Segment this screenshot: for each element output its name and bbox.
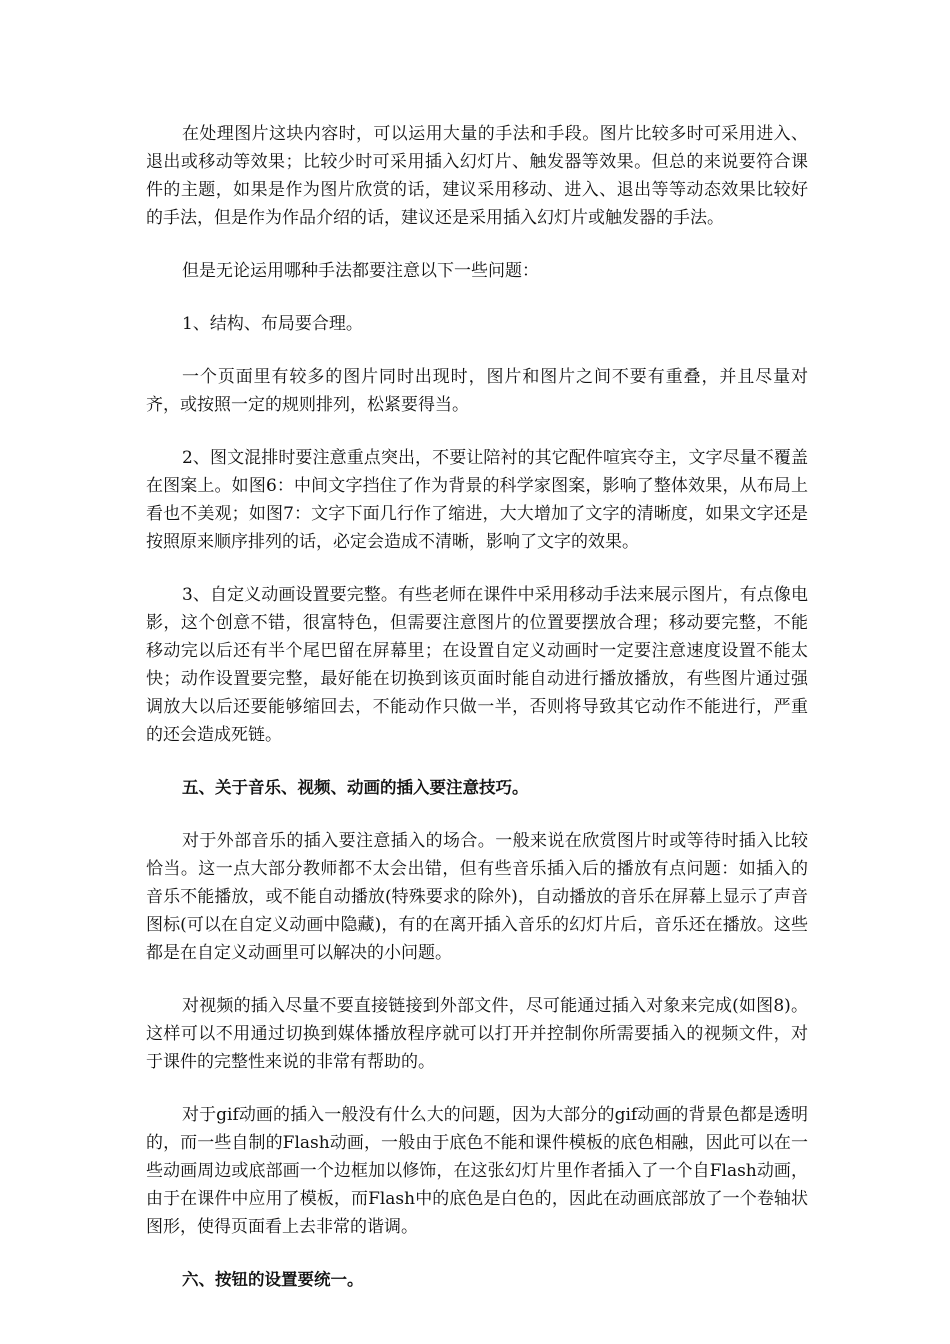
paragraph-point-2: 2、图文混排时要注意重点突出，不要让陪衬的其它配件喧宾夺主，文字尽量不覆盖在图案上。如图6：中间文字挡住了作为背景的科学家图案，影响了整体效果，从布局上看也不美观；如图7：文字下面几行作了缩进，大大增加了文字的清晰度，如果文字还是按照原来顺序排列的话，必定会造成不清晰，影响了文字的效果。: [146, 448, 808, 552]
section-heading-5: 五、关于音乐、视频、动画的插入要注意技巧。: [182, 778, 529, 797]
paragraph-point-1-title: 1、结构、布局要合理。: [182, 314, 363, 334]
paragraph-music-insert: 对于外部音乐的插入要注意插入的场合。一般来说在欣赏图片时或等待时插入比较恰当。这一点大部分教师都不太会出错，但有些音乐插入后的播放有点问题：如插入的音乐不能播放，或不能自动播放(特殊要求的除外)，自动播放的音乐在屏幕上显示了声音图标(可以在自定义动画中隐藏)，有的在离开插入音乐的幻灯片后，音乐还在播放。这些都是在自定义动画里可以解决的小问题。: [146, 831, 808, 963]
paragraph-point-3: 3、自定义动画设置要完整。有些老师在课件中采用移动手法来展示图片，有点像电影，这个创意不错，很富特色，但需要注意图片的位置要摆放合理；移动要完整，不能移动完以后还有半个尾巴留在屏幕里；在设置自定义动画时一定要注意速度设置不能太快；动作设置要完整，最好能在切换到该页面时能自动进行播放播放，有些图片通过强调放大以后还要能够缩回去，不能动作只做一半，否则将导致其它动作不能进行，严重的还会造成死链。: [146, 585, 808, 745]
paragraph-image-handling: 在处理图片这块内容时，可以运用大量的手法和手段。图片比较多时可采用进入、退出或移动等效果；比较少时可采用插入幻灯片、触发器等效果。但总的来说要符合课件的主题，如果是作为图片欣赏的话，建议采用移动、进入、退出等等动态效果比较好的手法，但是作为作品介绍的话，建议还是采用插入幻灯片或触发器的手法。: [146, 124, 808, 228]
section-heading-6: 六、按钮的设置要统一。: [182, 1270, 364, 1289]
paragraph-video-insert: 对视频的插入尽量不要直接链接到外部文件，尽可能通过插入对象来完成(如图8)。这样可以不用通过切换到媒体播放程序就可以打开并控制你所需要插入的视频文件，对于课件的完整性来说的非常有帮助的。: [146, 996, 808, 1072]
document-body: [146, 120, 808, 1319]
paragraph-point-1-body: 一个页面里有较多的图片同时出现时，图片和图片之间不要有重叠，并且尽量对齐，或按照一定的规则排列，松紧要得当。: [146, 367, 808, 415]
paragraph-issues-intro: 但是无论运用哪种手法都要注意以下一些问题：: [182, 261, 539, 281]
paragraph-gif-flash-insert: 对于gif动画的插入一般没有什么大的问题，因为大部分的gif动画的背景色都是透明的，而一些自制的Flash动画，一般由于底色不能和课件模板的底色相融，因此可以在一些动画周边或底部画一个边框加以修饰，在这张幻灯片里作者插入了一个自Flash动画，由于在课件中应用了模板，而Flash中的底色是白色的，因此在动画底部放了一个卷轴状图形，使得页面看上去非常的谐调。: [146, 1105, 808, 1237]
